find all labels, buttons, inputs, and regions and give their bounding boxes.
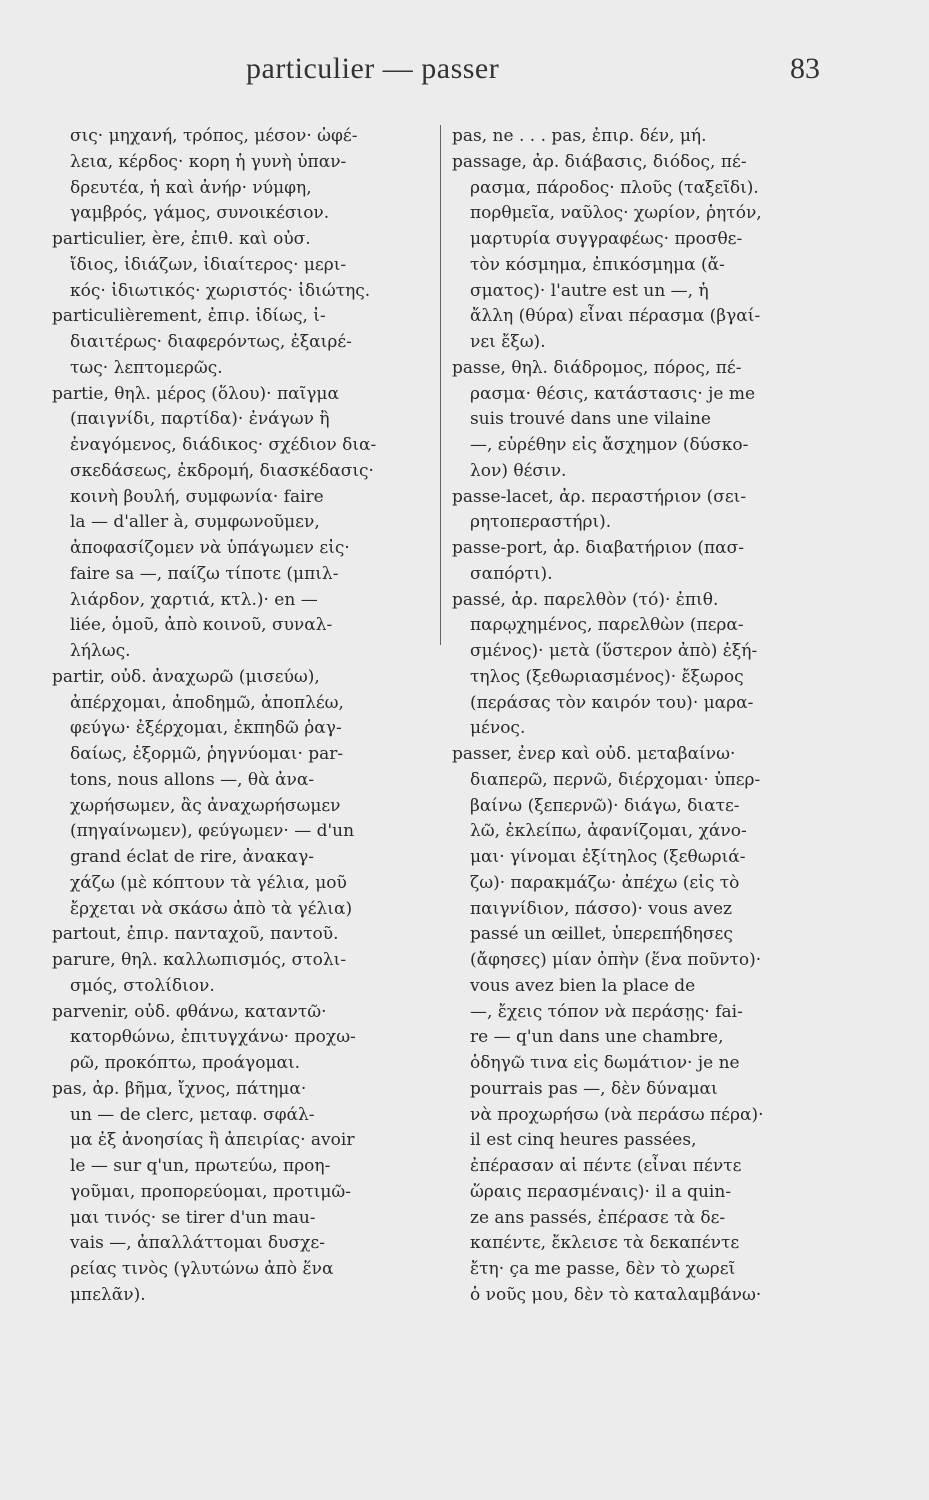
entry-text-line: ρητοπεραστήρι).: [470, 512, 612, 533]
entry-text-line: ze ans passés, ἐπέρασε τὰ δε-: [470, 1207, 726, 1228]
entry-text-line: ἀποφασίζομεν νὰ ὑπάγωμεν εἰς·: [70, 538, 350, 558]
entry-text-line: λον) θέσιν.: [470, 460, 567, 481]
entry-text-line: —, εὑρέθην εἰς ἄσχημον (δύσκο-: [470, 435, 749, 455]
entry-text-line: κοινὴ βουλή, συμφωνία· faire: [70, 486, 324, 507]
entry-text-line: μένος.: [470, 718, 526, 739]
entry-text-line: ἐναγόμενος, διάδικος· σχέδιον δια-: [70, 435, 377, 455]
entry-headword-line: passer, ἐνερ καὶ οὐδ. μεταβαίνω·: [452, 744, 736, 764]
entry-text-line: la — d'aller à, συμφωνοῦμεν,: [70, 512, 320, 533]
entry-headword-line: passe-port, ἀρ. διαβατήριον (πασ-: [452, 538, 744, 558]
entry-text-line: λῶ, ἐκλείπω, ἀφανίζομαι, χάνο-: [470, 821, 747, 842]
entry-text-line: ἄλλη (θύρα) εἶναι πέρασμα (βγαί-: [470, 306, 761, 327]
entry-text-line: suis trouvé dans une vilaine: [470, 409, 711, 430]
entry-text-line: πορθμεῖα, ναῦλος· χωρίον, ῥητόν,: [470, 203, 762, 224]
entry-headword-line: passe-lacet, ἀρ. περαστήριον (σει-: [452, 486, 747, 507]
entry-headword-line: parure, θηλ. καλλωπισμός, στολι-: [52, 950, 347, 970]
entry-text-line: ρείας τινὸς (γλυτώνω ἀπὸ ἕνα: [70, 1259, 334, 1279]
entry-text-line: λιάρδον, χαρτιά, κτλ.)· en —: [70, 589, 318, 610]
entry-text-line: ὥραις περασμέναις)· il a quin-: [470, 1181, 732, 1202]
entry-text-line: grand éclat de rire, ἀνακαγ-: [70, 847, 314, 867]
entry-text-line: ἴδιος, ἰδιάζων, ἰδιαίτερος· μερι-: [70, 254, 347, 275]
entry-headword-line: partir, οὐδ. ἀναχωρῶ (μισεύω),: [52, 666, 320, 687]
entry-text-line: παιγνίδιον, πάσσο)· vous avez: [470, 898, 732, 919]
entry-text-line: χάζω (μὲ κόπτουν τὰ γέλια, μοῦ: [70, 872, 347, 893]
entry-text-line: σμός, στολίδιον.: [70, 975, 215, 996]
entry-text-line: μα ἐξ ἀνοησίας ἢ ἀπειρίας· avoir: [70, 1130, 355, 1151]
entry-headword-line: particulièrement, ἐπιρ. ἰδίως, ἰ-: [52, 306, 326, 327]
entry-text-line: ρασμα· θέσις, κατάστασις· je me: [470, 383, 756, 404]
entry-text-line: σκεδάσεως, ἐκδρομή, διασκέδασις·: [70, 460, 374, 481]
entry-text-line: διαιτέρως· διαφερόντως, ἐξαιρέ-: [70, 332, 352, 352]
entry-text-line: γαμβρός, γάμος, συνοικέσιον.: [70, 203, 330, 224]
entry-text-line: φεύγω· ἐξέρχομαι, ἐκπηδῶ ῥαγ-: [70, 718, 342, 739]
left-column: [52, 124, 430, 1309]
entry-text-line: re — q'un dans une chambre,: [470, 1027, 724, 1048]
entry-text-line: γοῦμαι, προπορεύομαι, προτιμῶ-: [70, 1181, 352, 1202]
entry-text-line: (ἄφησες) μίαν ὀπὴν (ἕνα ποῦντο)·: [470, 950, 762, 970]
entry-text-line: (περάσας τὸν καιρόν του)· μαρα-: [470, 692, 754, 713]
entry-text-line: ὁ νοῦς μου, δὲν τὸ καταλαμβάνω·: [470, 1284, 762, 1305]
entry-headword-line: passe, θηλ. διάδρομος, πόρος, πέ-: [452, 357, 742, 378]
entry-text-line: il est cinq heures passées,: [470, 1130, 697, 1151]
entry-headword-line: passage, ἀρ. διάβασις, διόδος, πέ-: [452, 151, 747, 172]
entry-text-line: ἀπέρχομαι, ἀποδημῶ, ἀποπλέω,: [70, 692, 344, 713]
column-divider: [440, 125, 441, 645]
entry-text-line: χωρήσωμεν, ἂς ἀναχωρήσωμεν: [70, 795, 341, 816]
entry-headword-line: partie, θηλ. μέρος (ὅλου)· παῖγμα: [52, 383, 339, 404]
entry-headword-line: pas, ne . . . pas, ἐπιρ. δέν, μή.: [452, 126, 707, 146]
entry-text-line: διαπερῶ, περνῶ, διέρχομαι· ὑπερ-: [470, 769, 761, 790]
entry-text-line: ἔτη· ça me passe, δὲν τὸ χωρεῖ: [470, 1259, 736, 1279]
entry-text-line: un — de clerc, μεταφ. σφάλ-: [70, 1104, 315, 1125]
entry-text-line: τως· λεπτομερῶς.: [70, 357, 223, 378]
entry-text-line: μαι τινός· se tirer d'un mau-: [70, 1207, 316, 1228]
entry-text-line: (πηγαίνωμεν), φεύγωμεν· — d'un: [70, 821, 355, 842]
entry-text-line: tons, nous allons —, θὰ ἀνα-: [70, 769, 315, 790]
page-number: 83: [790, 52, 820, 85]
entry-text-line: faire sa —, παίζω τίποτε (μπιλ-: [70, 563, 339, 584]
entry-text-line: ρασμα, πάροδος· πλοῦς (ταξεῖδι).: [470, 177, 759, 198]
entry-text-line: pourrais pas —, δὲν δύναμαι: [470, 1078, 718, 1099]
entry-text-line: μπελᾶν).: [70, 1284, 146, 1305]
entry-text-line: καπέντε, ἔκλεισε τὰ δεκαπέντε: [470, 1233, 740, 1254]
entry-text-line: κός· ἰδιωτικός· χωριστός· ἰδιώτης.: [70, 280, 371, 301]
entry-headword-line: partout, ἐπιρ. πανταχοῦ, παντοῦ.: [52, 924, 339, 945]
entry-text-line: σαπόρτι).: [470, 563, 553, 584]
entry-text-line: ἔρχεται νὰ σκάσω ἀπὸ τὰ γέλια): [70, 898, 353, 919]
entry-text-line: —, ἔχεις τόπον νὰ περάσῃς· fai-: [470, 1001, 743, 1022]
entry-text-line: ὁδηγῶ τινα εἰς δωμάτιον· je ne: [470, 1053, 740, 1073]
entry-headword-line: pas, ἀρ. βῆμα, ἴχνος, πάτημα·: [52, 1078, 307, 1099]
running-head: particulier — passer: [246, 52, 500, 85]
entry-text-line: τὸν κόσμημα, ἐπικόσμημα (ἄ-: [470, 254, 725, 275]
entry-text-line: vous avez bien la place de: [470, 975, 696, 996]
entry-text-line: ζω)· παρακμάζω· ἀπέχω (εἰς τὸ: [470, 872, 740, 893]
entry-text-line: σμένος)· μετὰ (ὕστερον ἀπὸ) ἐξή-: [470, 641, 758, 661]
entry-text-line: κατορθώνω, ἐπιτυγχάνω· προχω-: [70, 1027, 356, 1048]
entry-text-line: μαι· γίνομαι ἐξίτηλος (ξεθωριά-: [470, 847, 746, 867]
page-header: [0, 52, 929, 92]
entry-text-line: le — sur q'un, πρωτεύω, προη-: [70, 1156, 331, 1176]
entry-text-line: τηλος (ξεθωριασμένος)· ἔξωρος: [470, 666, 744, 687]
entry-text-line: σματος)· l'autre est un —, ἡ: [470, 280, 709, 301]
entry-text-line: μαρτυρία συγγραφέως· προσθε-: [470, 229, 743, 249]
entry-text-line: δαίως, ἐξορμῶ, ῥηγνύομαι· par-: [70, 744, 344, 764]
entry-text-line: λήλως.: [70, 641, 131, 661]
entry-text-line: νει ἔξω).: [470, 332, 546, 352]
entry-text-line: liée, ὁμοῦ, ἀπὸ κοινοῦ, συναλ-: [70, 615, 333, 636]
entry-text-line: βαίνω (ξεπερνῶ)· διάγω, διατε-: [470, 795, 740, 816]
entry-text-line: vais —, ἀπαλλάττομαι δυσχε-: [70, 1233, 325, 1254]
entry-text-line: ἐπέρασαν αἱ πέντε (εἶναι πέντε: [470, 1156, 742, 1176]
entry-text-line: (παιγνίδι, παρτίδα)· ἐνάγων ἢ: [70, 409, 330, 430]
entry-text-line: σις· μηχανή, τρόπος, μέσον· ὠφέ-: [70, 126, 358, 146]
entry-text-line: λεια, κέρδος· κορη ἡ γυνὴ ὑπαν-: [70, 151, 347, 172]
entry-text-line: δρευτέα, ἡ καὶ ἀνήρ· νύμφη,: [70, 177, 312, 198]
entry-headword-line: parvenir, οὐδ. φθάνω, καταντῶ·: [52, 1001, 327, 1022]
entry-text-line: ρῶ, προκόπτω, προάγομαι.: [70, 1053, 301, 1073]
entry-text-line: passé un œillet, ὑπερεπήδησες: [470, 924, 733, 945]
right-column: [452, 124, 842, 1309]
entry-text-line: παρῳχημένος, παρελθὼν (περα-: [470, 615, 744, 636]
entry-headword-line: passé, ἀρ. παρελθὸν (τό)· ἐπιθ.: [452, 589, 719, 610]
entry-text-line: νὰ προχωρήσω (νὰ περάσω πέρα)·: [470, 1104, 764, 1125]
entry-headword-line: particulier, ère, ἐπιθ. καὶ οὐσ.: [52, 229, 311, 249]
